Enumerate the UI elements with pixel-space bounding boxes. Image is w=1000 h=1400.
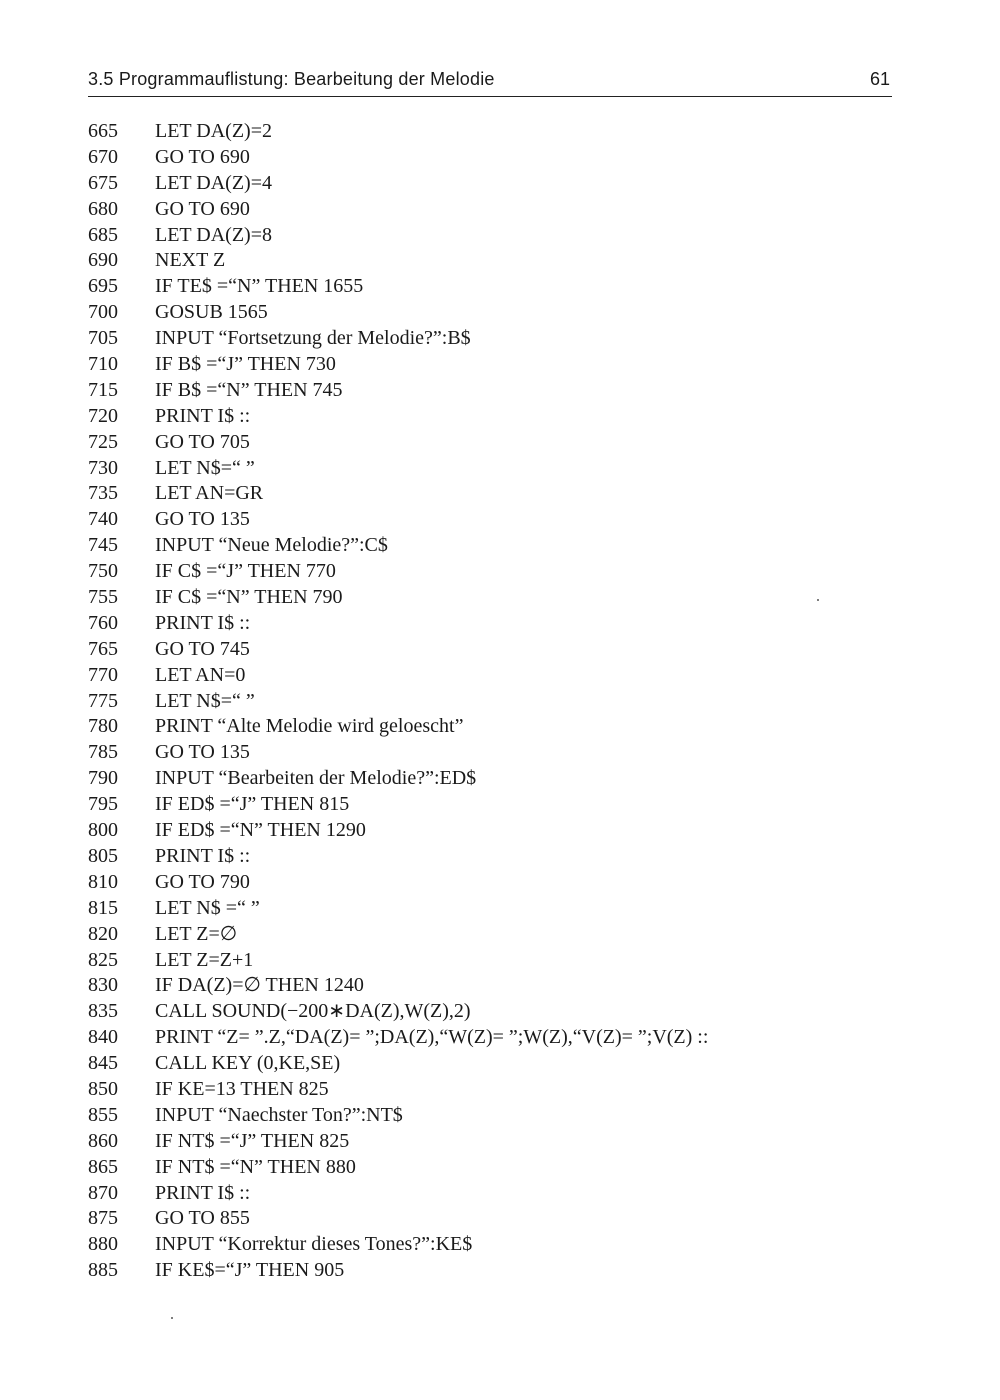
listing-line	[88, 636, 908, 662]
listing-line	[88, 947, 908, 973]
listing-line	[88, 247, 908, 273]
line-number: 855	[88, 1103, 118, 1126]
section-title: 3.5 Programmauflistung: Bearbeitung der Melodie	[88, 69, 495, 89]
code-statement: LET N$=“ ”	[155, 456, 255, 479]
listing-line	[88, 1257, 908, 1283]
line-number: 810	[88, 870, 118, 893]
code-statement: LET DA(Z)=4	[155, 171, 272, 194]
line-number: 830	[88, 974, 118, 997]
line-number: 770	[88, 663, 118, 686]
line-number: 785	[88, 741, 118, 764]
code-statement: INPUT “Naechster Ton?”:NT$	[155, 1103, 403, 1126]
code-statement: PRINT I$ ::	[155, 1181, 251, 1204]
listing-line	[88, 610, 908, 636]
line-number: 760	[88, 611, 118, 634]
code-statement: IF C$ =“J” THEN 770	[155, 560, 336, 583]
line-number: 790	[88, 767, 118, 790]
code-statement: PRINT “Z= ”.Z,“DA(Z)= ”;DA(Z),“W(Z)= ”;W(Z),“V(Z)= ”;V(Z) ::	[155, 1026, 709, 1049]
listing-line	[88, 998, 908, 1024]
line-number: 705	[88, 327, 118, 350]
listing-line	[88, 299, 908, 325]
code-statement: PRINT I$ ::	[155, 611, 251, 634]
line-number: 715	[88, 378, 118, 401]
listing-line	[88, 1180, 908, 1206]
code-statement: LET AN=GR	[155, 482, 264, 505]
line-number: 695	[88, 275, 118, 298]
listing-line	[88, 403, 908, 429]
code-statement: CALL SOUND(−200∗DA(Z),W(Z),2)	[155, 1000, 471, 1023]
line-number: 735	[88, 482, 118, 505]
listing-line	[88, 118, 908, 144]
code-statement: GO TO 135	[155, 741, 250, 764]
listing-line	[88, 1128, 908, 1154]
line-number: 745	[88, 534, 118, 557]
listing-line	[88, 895, 908, 921]
line-number: 880	[88, 1233, 118, 1256]
line-number: 685	[88, 223, 118, 246]
listing-line	[88, 1076, 908, 1102]
line-number: 675	[88, 171, 118, 194]
listing-line	[88, 222, 908, 248]
line-number: 780	[88, 715, 118, 738]
code-statement: LET Z=∅	[155, 922, 238, 945]
listing-line	[88, 843, 908, 869]
running-header	[88, 66, 892, 97]
code-statement: INPUT “Neue Melodie?”:C$	[155, 534, 388, 557]
line-number: 845	[88, 1052, 118, 1075]
listing-line	[88, 817, 908, 843]
code-statement: LET N$ =“ ”	[155, 896, 260, 919]
listing-line	[88, 144, 908, 170]
program-listing	[88, 118, 908, 1283]
listing-line	[88, 584, 908, 610]
print-speck	[171, 1317, 173, 1319]
listing-line	[88, 455, 908, 481]
code-statement: IF KE$=“J” THEN 905	[155, 1259, 345, 1282]
code-statement: GO TO 855	[155, 1207, 250, 1230]
code-statement: PRINT I$ ::	[155, 844, 251, 867]
line-number: 820	[88, 922, 118, 945]
line-number: 815	[88, 896, 118, 919]
listing-line	[88, 1102, 908, 1128]
listing-line	[88, 662, 908, 688]
listing-line	[88, 351, 908, 377]
code-statement: PRINT I$ ::	[155, 404, 251, 427]
listing-line	[88, 558, 908, 584]
line-number: 835	[88, 1000, 118, 1023]
line-number: 840	[88, 1026, 118, 1049]
code-statement: IF DA(Z)=∅ THEN 1240	[155, 974, 364, 997]
listing-line	[88, 480, 908, 506]
code-statement: INPUT “Bearbeiten der Melodie?”:ED$	[155, 767, 477, 790]
listing-line	[88, 273, 908, 299]
code-statement: INPUT “Korrektur dieses Tones?”:KE$	[155, 1233, 473, 1256]
code-statement: GO TO 690	[155, 197, 250, 220]
line-number: 805	[88, 844, 118, 867]
listing-line	[88, 1050, 908, 1076]
line-number: 860	[88, 1129, 118, 1152]
listing-line	[88, 791, 908, 817]
code-statement: IF NT$ =“N” THEN 880	[155, 1155, 356, 1178]
line-number: 775	[88, 689, 118, 712]
line-number: 755	[88, 586, 118, 609]
listing-line	[88, 429, 908, 455]
page-number: 61	[869, 69, 890, 89]
line-number: 875	[88, 1207, 118, 1230]
code-statement: IF TE$ =“N” THEN 1655	[155, 275, 364, 298]
line-number: 800	[88, 819, 118, 842]
code-statement: GO TO 790	[155, 870, 250, 893]
line-number: 750	[88, 560, 118, 583]
code-statement: GO TO 690	[155, 145, 250, 168]
listing-line	[88, 1205, 908, 1231]
line-number: 740	[88, 508, 118, 531]
code-statement: LET AN=0	[155, 663, 246, 686]
code-statement: IF NT$ =“J” THEN 825	[155, 1129, 350, 1152]
line-number: 700	[88, 301, 118, 324]
listing-line	[88, 739, 908, 765]
listing-line	[88, 532, 908, 558]
line-number: 825	[88, 948, 118, 971]
code-statement: LET Z=Z+1	[155, 948, 254, 971]
code-statement: LET N$=“ ”	[155, 689, 255, 712]
line-number: 720	[88, 404, 118, 427]
listing-line	[88, 921, 908, 947]
code-statement: LET DA(Z)=2	[155, 120, 272, 142]
code-statement: IF ED$ =“N” THEN 1290	[155, 819, 366, 842]
listing-line	[88, 325, 908, 351]
code-statement: PRINT “Alte Melodie wird geloescht”	[155, 715, 464, 738]
listing-line	[88, 506, 908, 532]
listing-line	[88, 1024, 908, 1050]
listing-line	[88, 196, 908, 222]
code-statement: IF C$ =“N” THEN 790	[155, 586, 343, 609]
listing-line	[88, 688, 908, 714]
line-number: 765	[88, 637, 118, 660]
line-number: 710	[88, 353, 118, 376]
line-number: 665	[88, 120, 118, 142]
code-statement: LET DA(Z)=8	[155, 223, 272, 246]
listing-line	[88, 765, 908, 791]
code-statement: GO TO 745	[155, 637, 250, 660]
line-number: 795	[88, 793, 118, 816]
line-number: 725	[88, 430, 118, 453]
listing-line	[88, 869, 908, 895]
line-number: 870	[88, 1181, 118, 1204]
line-number: 680	[88, 197, 118, 220]
listing-line	[88, 377, 908, 403]
listing-line	[88, 170, 908, 196]
code-statement: GOSUB 1565	[155, 301, 268, 324]
line-number: 865	[88, 1155, 118, 1178]
line-number: 885	[88, 1259, 118, 1282]
print-speck	[817, 599, 819, 601]
code-statement: INPUT “Fortsetzung der Melodie?”:B$	[155, 327, 471, 350]
listing-line	[88, 1231, 908, 1257]
code-statement: IF B$ =“J” THEN 730	[155, 353, 336, 376]
code-statement: IF B$ =“N” THEN 745	[155, 378, 343, 401]
code-statement: GO TO 705	[155, 430, 250, 453]
line-number: 850	[88, 1077, 118, 1100]
line-number: 670	[88, 145, 118, 168]
code-statement: IF ED$ =“J” THEN 815	[155, 793, 350, 816]
listing-line	[88, 972, 908, 998]
line-number: 730	[88, 456, 118, 479]
code-statement: NEXT Z	[155, 249, 226, 272]
line-number: 690	[88, 249, 118, 272]
listing-line	[88, 1154, 908, 1180]
listing-line	[88, 713, 908, 739]
code-statement: CALL KEY (0,KE,SE)	[155, 1052, 341, 1075]
code-statement: IF KE=13 THEN 825	[155, 1077, 329, 1100]
code-statement: GO TO 135	[155, 508, 250, 531]
